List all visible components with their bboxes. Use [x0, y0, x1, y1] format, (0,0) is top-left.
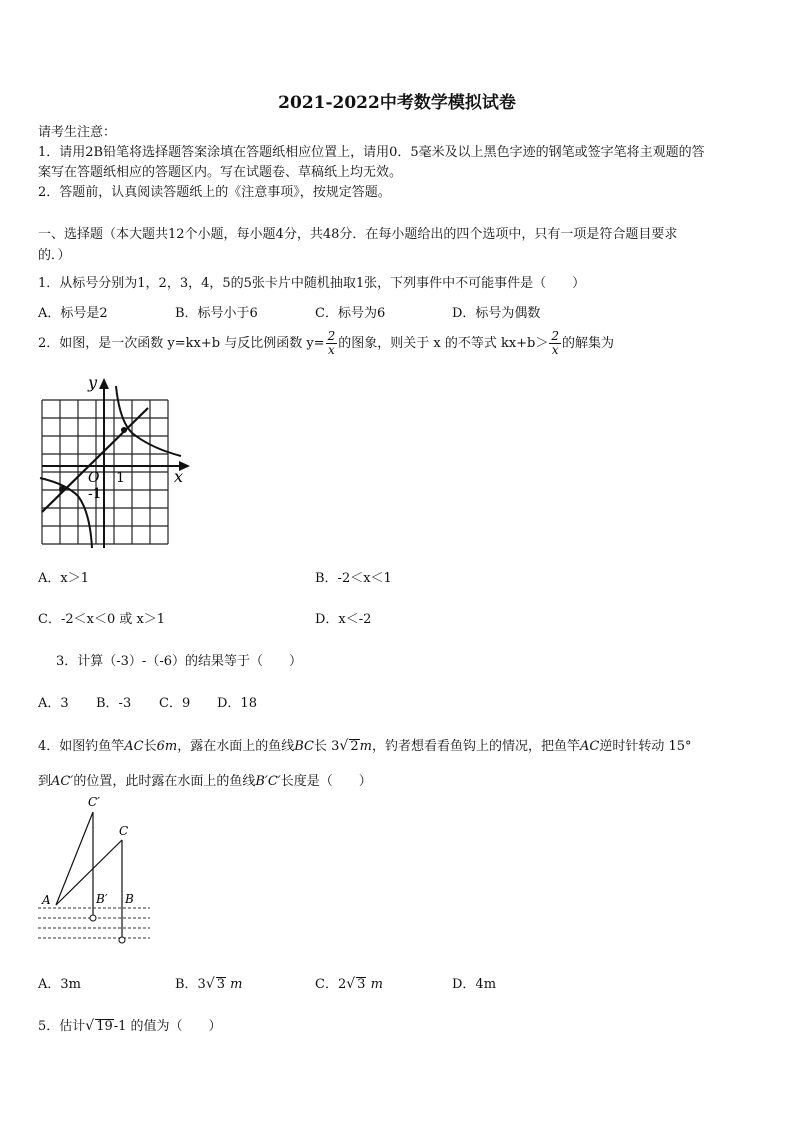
notice-item-2: 2．答题前，认真阅读答题纸上的《注意事项》，按规定答题。	[38, 185, 391, 200]
q2-stem-part-1: 2．如图，是一次函数 y=kx+b 与反比例函数 y=	[38, 336, 325, 351]
q3-stem: 3．计算（-3）-（-6）的结果等于（ ）	[56, 654, 302, 669]
option-radicand: 3	[216, 977, 226, 992]
q1-option-c: C．标号为6	[315, 306, 386, 321]
q3-option-a: A．3	[38, 696, 69, 711]
label-a: A	[42, 893, 51, 907]
sqrt-icon: √	[346, 976, 356, 992]
frac-numerator: 2	[327, 329, 336, 343]
q4-length-6m: 6m	[156, 739, 178, 754]
page-title: 2021-2022中考数学模拟试卷	[278, 93, 516, 113]
q4-segment-bpcp: B′C′	[255, 774, 281, 789]
rod-ac	[56, 840, 122, 905]
frac-denominator: x	[328, 343, 335, 357]
option-text: B．3	[175, 977, 206, 992]
tick-label-1: 1	[116, 470, 125, 486]
q5-stem	[38, 1015, 222, 1034]
q4-segment-ac: AC	[579, 739, 600, 754]
q5-radicand: 19	[96, 1019, 113, 1034]
q4-stem-line-2	[38, 770, 372, 789]
hook-icon	[90, 915, 96, 921]
q2-option-c: C．-2＜x＜0 或 x＞1	[38, 612, 166, 627]
q2-stem-part-2: 的图象，则关于 x 的不等式 kx+b＞	[338, 336, 549, 351]
q4-text: 长	[143, 739, 157, 754]
q4-text: 逆时针转动 15°	[599, 739, 692, 754]
q4-text: 长度是（ ）	[280, 774, 372, 789]
option-unit: m	[370, 977, 383, 992]
tick-label-neg-1: -1	[88, 486, 102, 502]
notice-item-1-line-1: 1．请用2B铅笔将选择题答案涂填在答题纸相应位置上，请用0．5毫米及以上黑色字迹的钢笔或签字笔将主观题的答	[38, 145, 705, 160]
section-heading-line-2: 的．）	[38, 248, 71, 263]
q3-option-b: B．-3	[96, 696, 132, 711]
q2-stem	[38, 330, 614, 357]
notice-item-1-line-2: 案写在答题纸相应的答题区内。写在试题卷、草稿纸上均无效。	[38, 165, 403, 180]
notice-heading: 请考生注意：	[38, 125, 117, 140]
q4-text: 4．如图钓鱼竿	[38, 739, 125, 754]
x-axis-label: x	[174, 467, 184, 486]
q1-option-b: B．标号小于6	[175, 306, 258, 321]
q4-text: 长 3	[314, 739, 340, 754]
label-c-prime: C′	[88, 795, 100, 809]
q4-fishing-rod-figure	[34, 792, 164, 952]
q5-text: -1 的值为（ ）	[113, 1019, 222, 1034]
label-c: C	[119, 824, 129, 838]
q4-radicand: 2	[350, 739, 359, 754]
q4-text: ，露在水面上的鱼线	[177, 739, 295, 754]
q3-option-d: D．18	[217, 696, 257, 711]
q1-option-d: D．标号为偶数	[452, 306, 541, 321]
q2-function-graph	[36, 372, 196, 550]
q2-option-b: B．-2＜x＜1	[315, 571, 392, 586]
q3-option-c: C．9	[159, 696, 191, 711]
hook-icon	[119, 937, 125, 943]
q2-option-a: A．x＞1	[38, 571, 89, 586]
q4-option-c	[315, 973, 383, 992]
sqrt-icon: √	[339, 738, 349, 754]
option-radicand: 3	[357, 977, 366, 992]
q2-stem-part-3: 的解集为	[562, 336, 615, 351]
section-heading-line-1: 一、选择题（本大题共12个小题，每小题4分，共48分．在每小题给出的四个选项中，只有一项是符合题目要求	[38, 227, 678, 242]
q1-stem: 1．从标号分别为1，2，3，4，5的5张卡片中随机抽取1张，下列事件中不可能事件是（ ）	[38, 276, 586, 291]
q4-option-a: A．3m	[38, 977, 81, 992]
frac-numerator: 2	[551, 329, 560, 343]
option-unit: m	[230, 977, 243, 992]
y-axis-label: y	[88, 373, 98, 392]
q4-option-b	[175, 973, 243, 992]
q4-unit-m: m	[359, 739, 372, 754]
option-text: C．2	[315, 977, 347, 992]
q4-stem-line-1	[38, 735, 692, 754]
label-b-prime: B′	[96, 892, 108, 906]
q4-segment-acp: AC′	[51, 774, 74, 789]
q5-text: 5．估计	[38, 1019, 86, 1034]
q4-segment-bc: BC	[294, 739, 315, 754]
rod-ac-prime	[56, 812, 93, 905]
intersection-point	[59, 486, 65, 492]
q4-text: 的位置，此时露在水面上的鱼线	[73, 774, 256, 789]
y-axis-arrow-icon	[99, 378, 109, 389]
q4-option-d: D．4m	[452, 977, 497, 992]
sqrt-icon: √	[85, 1018, 95, 1034]
q2-option-d: D．x＜-2	[315, 612, 372, 627]
frac-denominator: x	[551, 343, 559, 357]
origin-label: O	[88, 470, 100, 486]
hyperbola-branch-upper	[116, 386, 181, 456]
q4-segment-ac: AC	[124, 739, 144, 754]
sqrt-icon: √	[205, 976, 215, 992]
q2-fraction-1	[326, 330, 338, 357]
intersection-point	[121, 427, 127, 433]
q1-option-a: A．标号是2	[38, 306, 108, 321]
label-b: B	[125, 892, 134, 906]
q4-text: ，钓者想看看鱼钩上的情况，把鱼竿	[371, 739, 580, 754]
q4-text: 到	[38, 774, 52, 789]
water-lines	[38, 908, 150, 938]
q2-fraction-2	[549, 330, 561, 357]
